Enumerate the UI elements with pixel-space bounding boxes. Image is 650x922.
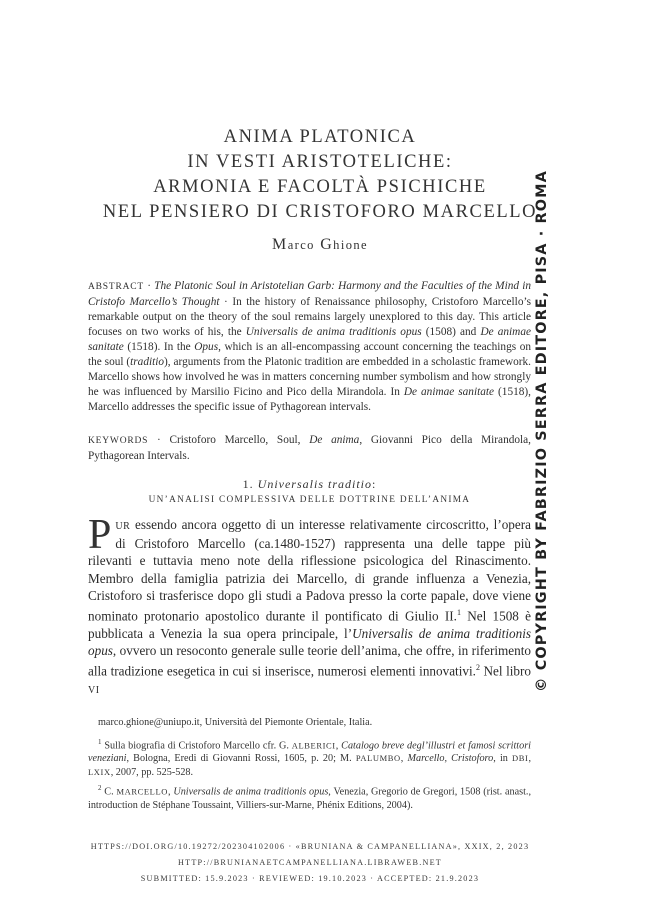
footnote-text: Sulla biografia di Cristoforo Marcello cfr. G. (101, 739, 292, 751)
abstract-text: , which is an all-encompassing account concerning the teachings on the soul ( (88, 341, 531, 368)
footnote-ref[interactable]: 1 (456, 608, 461, 618)
title-line: ANIMA PLATONICA (223, 127, 417, 147)
abstract-text: · In the history of Renaissance philosophy, Cristoforo Marcello’s remarkable output on the theory of the soul remains largely unexplored to this day. This article focuses on two works of his, the (88, 296, 531, 338)
keywords-label: KEYWORDS (88, 436, 149, 446)
abstract-work-title: Universalis de anima traditionis opus (245, 326, 422, 338)
section-number: 1. (242, 477, 258, 491)
section-colon: : (372, 477, 377, 491)
keywords (88, 433, 531, 464)
footnote-text: , (528, 753, 532, 765)
footnote-title: Universalis de anima traditionis opus (173, 786, 329, 798)
keywords-text: Cristoforo Marcello, Soul, (169, 434, 310, 446)
author-last-cap: G (320, 236, 334, 253)
footnote-number: 2 (98, 784, 102, 793)
footnote-title: Catalogo breve degl’illustri et famosi scrittori veneziani (88, 739, 532, 765)
abstract-text: (1508) and (421, 326, 481, 338)
drop-cap: P (88, 512, 112, 558)
author-affiliation: marco.ghione@uniupo.it, Università del Piemonte Orientale, Italia. (98, 717, 373, 728)
section-heading (88, 477, 531, 492)
abstract-work-title: Opus (194, 341, 219, 353)
footnote-2 (88, 782, 531, 812)
footnote-text: , Venezia, Gregorio de Gregori, 1508 (rist. anast., introduction de Stéphane Toussaint, Villiers-sur-Marne, Phénix Editions, 2004). (88, 786, 531, 812)
abstract-text: ), arguments from the Platonic tradition are embedded in a scholastic framework. Marcello shows how involved he was in matters concerning number symbolism and how strongly he was influenced by Marsilio Ficino and Pico della Mirandola. In (88, 356, 532, 398)
journal-url[interactable]: HTTP://BRUNIANAETCAMPANELLIANA.LIBRAWEB.NET (178, 858, 442, 867)
copyright-notice: © COPYRIGHT BY FABRIZIO SERRA EDITORE, PISA · ROMA (534, 170, 550, 692)
keywords-separator: · (148, 434, 170, 446)
footnote-text: , in (493, 753, 513, 765)
abstract-work-title: De animae sanitate (88, 326, 531, 353)
section-title: Universalis traditio (257, 477, 372, 491)
abstract-label: ABSTRACT (88, 282, 145, 292)
footnote-text: , (400, 753, 408, 765)
footnote-text: , (168, 786, 174, 798)
body-text: , ovvero un resoconto generale sulle teorie dell’anima, che offre, in riferimento alla tradizione esegetica in cui si inserisce, numerosi elementi innovativi. (88, 642, 531, 679)
keywords-text: De anima (309, 434, 360, 446)
body-text: essendo ancora oggetto di un interesse relativamente circoscritto, l’opera di Cristoforo Marcello (ca.1480-1527) rappresenta una delle tappe più rilevanti e tuttavia meno note della riflessione psicologica del Rinascimento. Membro della famiglia patrizia dei Marcello, di grande influenza a Venezia, Cristoforo si trasferisce dopo gli studi a Padova presso la corte papale, dove viene nominato protonario apostolico durante il pontificato di Giulio II. (88, 517, 531, 624)
abstract-work-title: traditio (130, 356, 165, 368)
footnote-text: , (335, 739, 342, 751)
footnote-author: ALBERICI (291, 739, 336, 750)
footnote-volume: LXIX (88, 766, 111, 777)
footnote-author: PALUMBO (355, 753, 401, 764)
body-roman-numeral: VI (88, 684, 100, 696)
submission-dates: SUBMITTED: 15.9.2023 · REVIEWED: 19.10.2023 · ACCEPTED: 21.9.2023 (140, 874, 480, 883)
title-line: IN VESTI ARISTOTELICHE: (187, 152, 453, 172)
article-title (80, 125, 560, 225)
footnote-text: C. (101, 786, 117, 798)
abstract-english-title: The Platonic Soul in Aristotelian Garb: Harmony and the Faculties of the Mind in Cristofo Marcello’s Thought (88, 280, 531, 308)
body-text: Nel libro (479, 663, 531, 679)
keywords-text: , Giovanni Pico della Mirandola, Pythagorean Intervals. (88, 434, 531, 462)
footnote-text: , 2007, pp. 525-528. (110, 766, 194, 778)
doi-line[interactable]: HTTPS://DOI.ORG/10.19272/202304102006 · «BRUNIANA & CAMPANELLIANA», XXIX, 2, 2023 (90, 842, 530, 851)
author-name (80, 236, 560, 254)
abstract-separator: · (144, 280, 155, 292)
footnote-ref[interactable]: 2 (475, 663, 480, 673)
abstract-text: (1518), Marcello addresses the specific issue of Pythagorean intervals. (88, 386, 531, 413)
title-line: ARMONIA E FACOLTÀ PSICHICHE (153, 177, 487, 197)
body-small-caps: UR (115, 521, 131, 532)
body-work-title: Universalis de anima traditionis opus (88, 625, 531, 658)
footnote-author: MARCELLO (116, 786, 168, 797)
abstract-work-title: De animae sanitate (403, 386, 495, 398)
footnote-1 (88, 736, 531, 780)
footnote-abbrev: DBI (512, 753, 529, 764)
footnote-title: Marcello, Cristoforo (407, 753, 494, 765)
abstract-text: (1518). In the (123, 341, 195, 353)
author-first-rest: arco (287, 238, 315, 252)
author-last-rest: hione (333, 238, 368, 252)
author-first-cap: M (272, 236, 288, 253)
abstract (88, 279, 531, 415)
footnote-number: 1 (98, 737, 102, 746)
body-text: Nel 1508 è pubblicata a Venezia la sua opera principale, l’ (88, 608, 531, 641)
body-paragraph (88, 512, 531, 699)
title-line: NEL PENSIERO DI CRISTOFORO MARCELLO (102, 202, 538, 222)
section-subtitle: UN’ANALISI COMPLESSIVA DELLE DOTTRINE DELL’ANIMA (148, 495, 471, 505)
footnote-text: , Bologna, Eredi di Giovanni Rossi, 1605, p. 20; M. (126, 753, 356, 765)
footnotes (88, 716, 531, 816)
